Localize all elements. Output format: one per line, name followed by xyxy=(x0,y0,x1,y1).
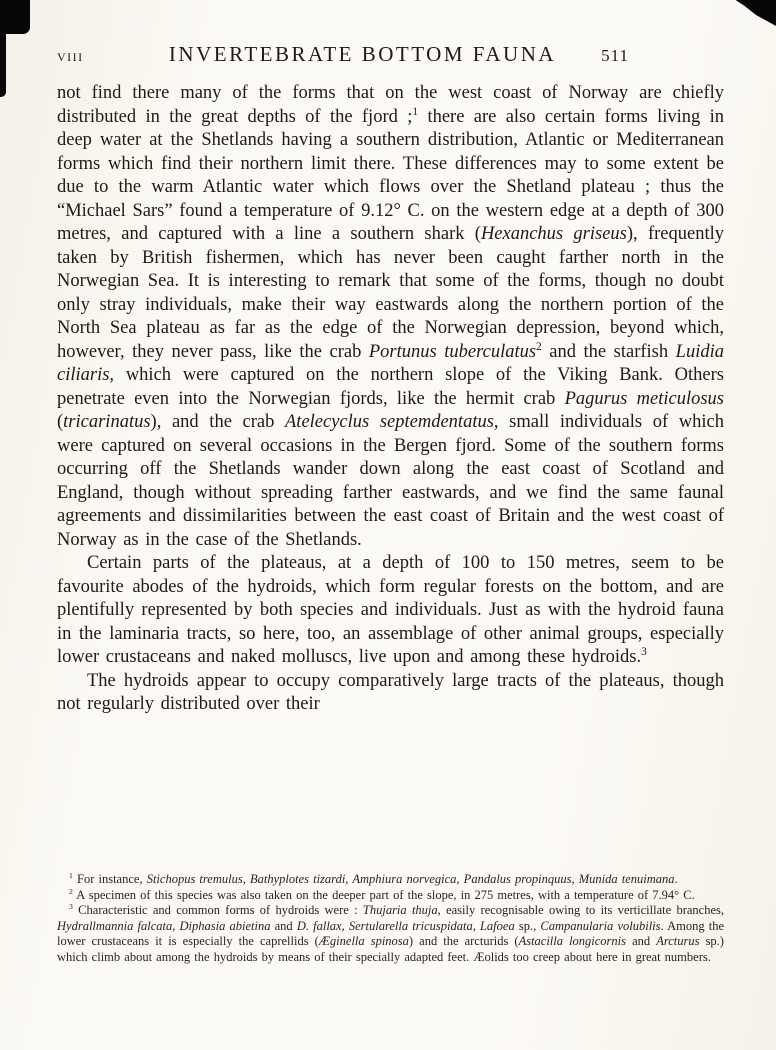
footnotes xyxy=(57,872,724,965)
body-text xyxy=(57,82,724,717)
scan-artifact-left-edge xyxy=(0,0,6,97)
scan-artifact-top-right xyxy=(732,0,776,26)
page-header xyxy=(57,42,724,67)
paragraph: not find there many of the forms that on the west coast of Norway are chiefly distributed in the great depths of the fjord ;$^1$ there are also certain forms living in deep water at the Shetlands having a southern distribution, Atlantic or Mediterranean forms which find their northern limit there. These differences may to some extent be due to the warm Atlantic water which flows over the Shetland plateau ; thus the “Michael Sars” found a temperature of 9.12° C. on the western edge at a depth of 300 metres, and captured with a line a southern shark (Hexanchus griseus), frequently taken by British fishermen, which has never been caught farther north in the Norwegian Sea. It is interesting to remark that some of the forms, though no doubt only stray individuals, make their way eastwards along the northern portion of the North Sea plateau as far as the edge of the Norwegian depression, beyond which, however, they never pass, like the crab Portunus tuberculatus$^2$ and the starfish Luidia ciliaris, which were captured on the northern slope of the Viking Bank. Others penetrate even into the Norwegian fjords, like the hermit crab Pagurus meticulosus (tricarinatus), and the crab Atelecyclus septemdentatus, small individuals of which were captured on several occasions in the Bergen fjord. Some of the southern forms occurring off the Shetlands wander down along the east coast of Scotland and England, though without spreading farther eastwards, and we find the same faunal agreements and dissimilarities between the east coast of Britain and the west coast of Norway as in the case of the Shetlands. xyxy=(57,83,724,550)
footnote: $^3$ Characteristic and common forms of hydroids were : Thujaria thuja, easily recognisable owing to its verticillate branches, Hydrallmannia falcata, Diphasia abietina and D. fallax, Sertularella tricuspidata, Lafoea sp., Campanularia volubilis. Among the lower crustaceans it is especially the caprellids (Æginella spinosa) and the arcturids (Astacilla longicornis and Arcturus sp.) which climb about among the hydroids by means of their specially adapted feet. Æolids too creep about here in great numbers. xyxy=(57,901,724,964)
chapter-number: VIII xyxy=(57,50,84,64)
footnote: $^1$ For instance, Stichopus tremulus, Bathyplotes tizardi, Amphiura norvegica, Pandalus propinquus, Munida tenuimana. xyxy=(69,870,678,886)
page-title: INVERTEBRATE BOTTOM FAUNA xyxy=(168,42,557,66)
page-number: 511 xyxy=(601,46,629,65)
paragraph: Certain parts of the plateaus, at a depth of 100 to 150 metres, seem to be favourite abodes of the hydroids, which form regular forests on the bottom, and are plentifully represented by both species and individuals. Just as with the hydroid fauna in the laminaria tracts, so here, too, an assemblage of other animal groups, especially lower crustaceans and naked molluscs, live upon and among these hydroids.$^3$ xyxy=(57,553,724,667)
footnote: $^2$ A specimen of this species was also taken on the deeper part of the slope, in 275 metres, with a temperature of 7.94° C. xyxy=(69,886,695,902)
paragraph: The hydroids appear to occupy comparatively large tracts of the plateaus, though not regularly distributed over their xyxy=(57,670,724,714)
